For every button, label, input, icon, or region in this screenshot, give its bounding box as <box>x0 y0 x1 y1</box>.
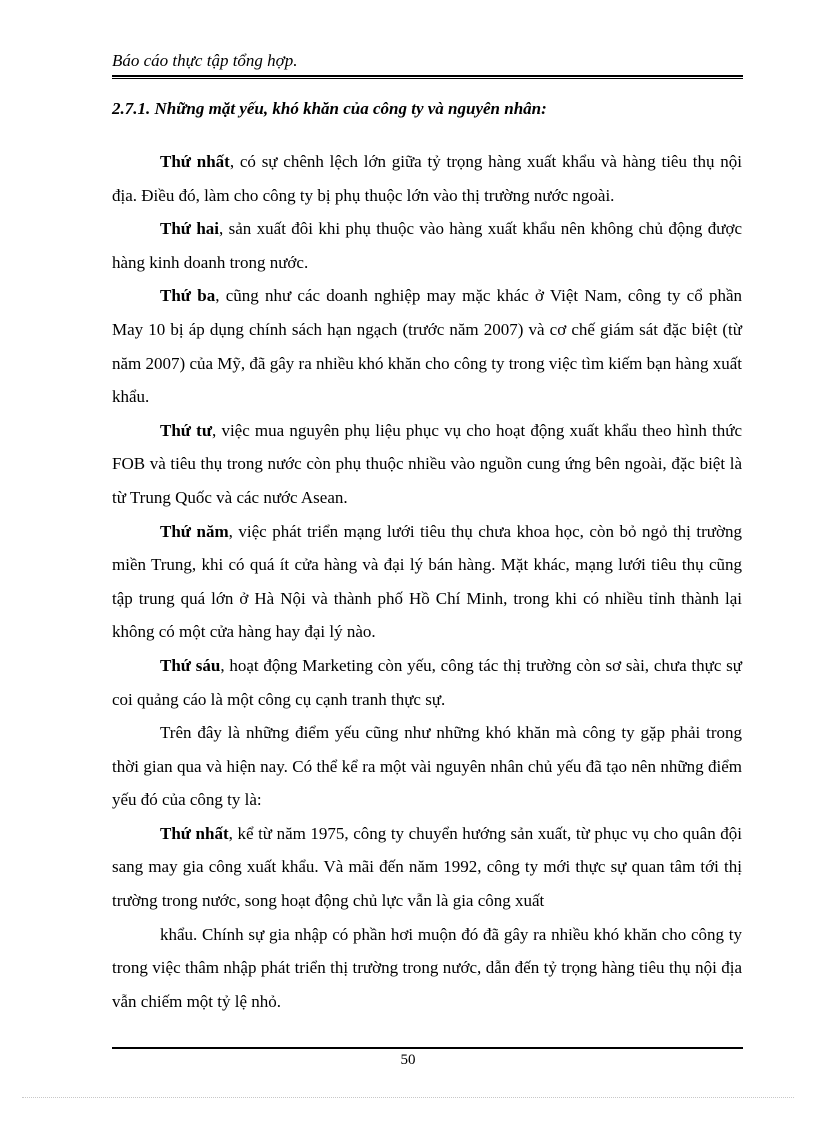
paragraph <box>112 817 742 918</box>
paragraph-text: , việc phát triển mạng lưới tiêu thụ chưa khoa học, còn bỏ ngỏ thị trường miền Trung, khi có quá ít cửa hàng và đại lý bán hàng. Mặt khác, mạng lưới tiêu thụ cũng tập trung quá lớn ở Hà Nội và thành phố Hồ Chí Minh, trong khi có nhiều tỉnh thành lại không có một cửa hàng hay đại lý nào. <box>112 521 742 642</box>
paragraph-text: , việc mua nguyên phụ liệu phục vụ cho hoạt động xuất khẩu theo hình thức FOB và tiêu thụ trong nước còn phụ thuộc nhiều vào nguồn cung ứng bên ngoài, đặc biệt là từ Trung Quốc và các nước Asean. <box>112 420 742 507</box>
paragraph <box>112 515 742 649</box>
header-rule-thin <box>112 78 743 79</box>
paragraph-text: , cũng như các doanh nghiệp may mặc khác ở Việt Nam, công ty cổ phần May 10 bị áp dụng chính sách hạn ngạch (trước năm 2007) và cơ chế giám sát đặc biệt (từ năm 2007) của Mỹ, đã gây ra nhiều khó khăn cho công ty trong việc tìm kiếm bạn hàng xuất khẩu. <box>112 286 743 407</box>
paragraph-text: khẩu. Chính sự gia nhập có phần hơi muộn đó đã gây ra nhiều khó khăn cho công ty trong việc thâm nhập phát triển thị trường trong nước, dẫn đến tỷ trọng hàng tiêu thụ nội địa vẫn chiếm một tỷ lệ nhỏ. <box>112 924 742 1011</box>
header-rule <box>112 75 743 77</box>
paragraph-lead: Thứ năm <box>160 521 229 541</box>
paragraph <box>112 145 742 212</box>
body-text <box>112 145 742 1018</box>
paragraph <box>112 279 742 413</box>
footer-rule <box>112 1047 743 1049</box>
paragraph-text: , hoạt động Marketing còn yếu, công tác thị trường còn sơ sài, chưa thực sự coi quảng cáo là một công cụ cạnh tranh thực sự. <box>112 655 742 709</box>
paragraph-text: , sản xuất đôi khi phụ thuộc vào hàng xuất khẩu nên không chủ động được hàng kinh doanh trong nước. <box>112 219 742 272</box>
paragraph <box>112 212 742 279</box>
paragraph-lead: Thứ ba <box>160 286 216 306</box>
page-edge-dotted-line <box>22 1097 794 1098</box>
paragraph <box>112 716 742 817</box>
paragraph-lead: Thứ sáu <box>160 655 221 675</box>
running-header: Báo cáo thực tập tổng hợp. <box>112 51 298 70</box>
paragraph-lead: Thứ tư <box>160 420 213 440</box>
page-number: 50 <box>400 1052 416 1068</box>
paragraph-lead: Thứ hai <box>160 219 220 239</box>
paragraph-lead: Thứ nhất <box>160 823 229 843</box>
paragraph-text: Trên đây là những điểm yếu cũng như những khó khăn mà công ty gặp phải trong thời gian qua và hiện nay. Có thể kể ra một vài nguyên nhân chủ yếu đã tạo nên những điểm yếu đó của công ty là: <box>112 723 742 810</box>
paragraph-text: , kể từ năm 1975, công ty chuyển hướng sản xuất, từ phục vụ cho quân đội sang may gia công xuất khẩu. Và mãi đến năm 1992, công ty mới thực sự quan tâm tới thị trường trong nước, song hoạt động chủ lực vẫn là gia công xuất <box>112 823 742 911</box>
section-title: 2.7.1. Những mặt yếu, khó khăn của công ty và nguyên nhân: <box>112 99 547 118</box>
paragraph-text: , có sự chênh lệch lớn giữa tỷ trọng hàng xuất khẩu và hàng tiêu thụ nội địa. Điều đó, làm cho công ty bị phụ thuộc lớn vào thị trường nước ngoài. <box>112 152 742 205</box>
paragraph <box>112 918 742 1019</box>
paragraph <box>112 649 742 716</box>
paragraph <box>112 414 742 515</box>
paragraph-lead: Thứ nhất <box>160 152 230 171</box>
